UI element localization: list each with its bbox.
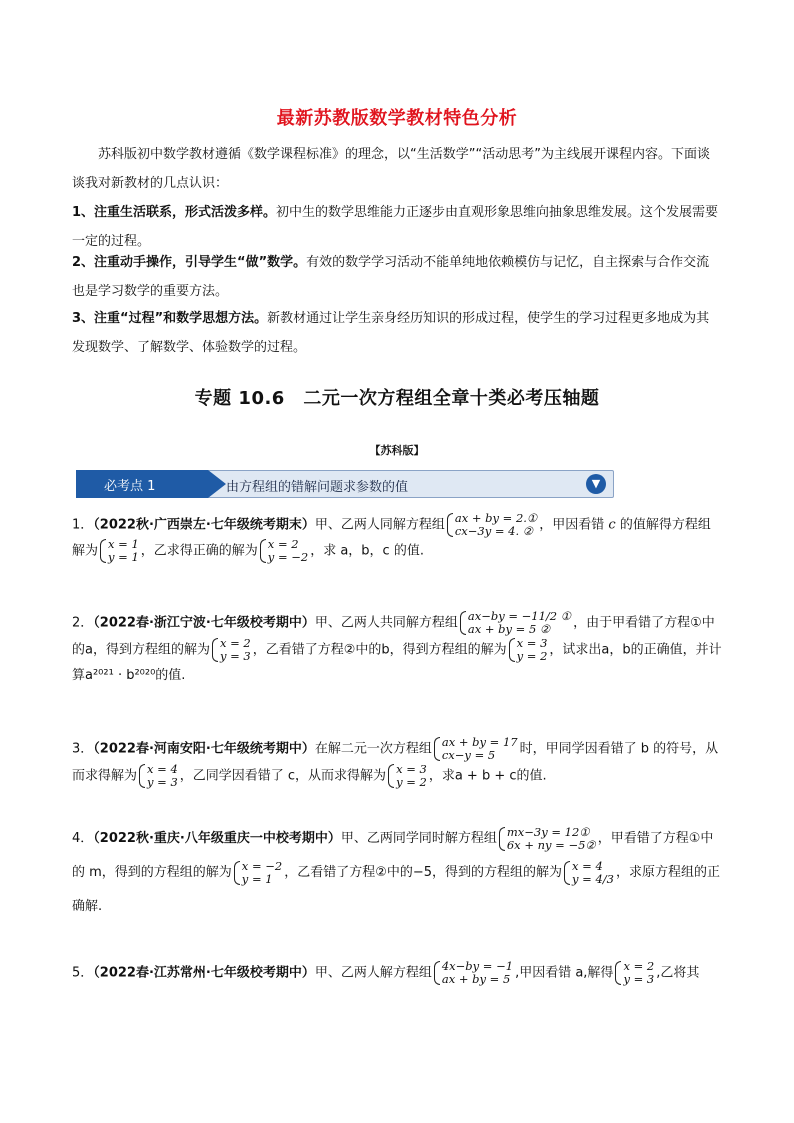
equation-system: ax−by = −11/2 ① ax + by = 5 ② (460, 610, 571, 636)
solution-system: x = 2 y = −2 (260, 538, 308, 564)
intro-point-1: 1、注重生活联系，形式活泼多样。初中生的数学思维能力正逐步由直观形象思维向抽象思维发展。这个发展需要一定的过程。 (72, 205, 719, 249)
equation-system: 4x−by = −1 ax + by = 5 (434, 960, 513, 986)
solution-system: x = 3 y = 2 (509, 637, 548, 663)
equation-system: ax + by = 17 cx−y = 5 (434, 736, 518, 762)
question-4: 4．（2022秋·重庆·八年级重庆一中校考期中）甲、乙两同学同时解方程组 mx−3y = 12① 6x + ny = −5② ，甲看错了方程①中的 m，得到的方程组的解为 x = −2 y = 1 ，乙看错了方程②中的−5，得到的方程组的解为 x = 4 y = 4/3 ，求原方程组的正确解. (72, 824, 720, 914)
solution-system: x = 1 y = 1 (100, 538, 139, 564)
intro-point-3: 3、注重“过程”和数学思想方法。新教材通过让学生亲身经历知识的形成过程，使学生的学习过程更多地成为其发现数学、了解数学、体验数学的过程。 (72, 311, 710, 355)
equation-system: mx−3y = 12① 6x + ny = −5② (499, 826, 596, 852)
question-2: 2．（2022春·浙江宁波·七年级校考期中）甲、乙两人共同解方程组 ax−by = −11/2 ① ax + by = 5 ② ，由于甲看错了方程①中的a，得到方程组的解为 x = 2 y = 3 ，乙看错了方程②中的b，得到方程组的解为 x = 3 y = 2 ，试求出a，b的正确值，并计算a²⁰²¹ · b²⁰²⁰的值. (72, 609, 722, 683)
solution-system: x = 4 y = 3 (139, 763, 178, 789)
intro-point-2: 2、注重动手操作，引导学生“做”数学。有效的数学学习活动不能单纯地依赖模仿与记忆，自主探索与合作交流也是学习数学的重要方法。 (72, 255, 710, 299)
section-banner[interactable] (76, 470, 614, 498)
banner-tag-label: 必考点 1 (104, 479, 156, 494)
solution-system: x = 4 y = 4/3 (564, 860, 614, 886)
solution-system: x = 2 y = 3 (615, 960, 654, 986)
intro-paragraph: 苏科版初中数学教材遵循《数学课程标准》的理念，以“生活数学”“活动思考”为主线展开课程内容。下面谈谈我对新教材的几点认识： (72, 147, 710, 191)
banner-title: 由方程组的错解问题求参数的值 (226, 480, 409, 495)
question-1: 1．（2022秋·广西崇左·七年级统考期末）甲、乙两人同解方程组 ax + by = 2.① cx−3y = 4. ② ，甲因看错 c 的值解得方程组解为 x = 1 y = 1 ，乙求得正确的解为 x = 2 y = −2 ，求 a，b，c 的值. (72, 511, 711, 564)
chevron-down-icon[interactable]: ▼ (586, 474, 606, 494)
document-title: 最新苏教版数学教材特色分析 (276, 108, 518, 129)
equation-system: ax + by = 2.① cx−3y = 4. ② (447, 512, 537, 538)
question-5: 5．（2022春·江苏常州·七年级校考期中）甲、乙两人解方程组 4x−by = −1 ax + by = 5 ,甲因看错 a,解得 x = 2 y = 3 ,乙将其 (72, 959, 700, 986)
solution-system: x = 2 y = 3 (212, 637, 251, 663)
topic-title: 专题 10.6 二元一次方程组全章十类必考压轴题 (194, 388, 600, 409)
edition-label: 【苏科版】 (369, 444, 425, 457)
solution-system: x = 3 y = 2 (388, 763, 427, 789)
question-3: 3．（2022春·河南安阳·七年级统考期中）在解二元一次方程组 ax + by = 17 cx−y = 5 时，甲同学因看错了 b 的符号，从而求得解为 x = 4 y = 3 ，乙同学因看错了 c，从而求得解为 x = 3 y = 2 ，求a + b + c的值. (72, 735, 719, 789)
solution-system: x = −2 y = 1 (234, 860, 282, 886)
